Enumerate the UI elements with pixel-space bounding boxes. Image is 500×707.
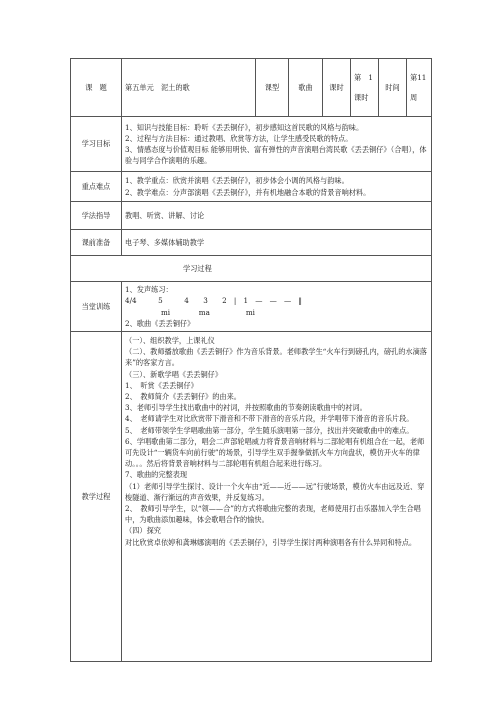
teaching-line: （三）、新歌学唱《丢丢铜仔》: [125, 369, 223, 379]
prep-label: 课前准备: [71, 230, 122, 256]
teaching-line: （四）探究: [125, 526, 161, 536]
keypoints-content: [122, 172, 432, 202]
keypoint-line: 2、教学难点：分声部演唱《丢丢铜仔》，并有机地融合本歌的背景音响材料。: [125, 187, 371, 197]
time-value: [407, 59, 432, 117]
teaching-content: [122, 332, 432, 662]
teaching-row: [71, 332, 432, 662]
goals-row: [71, 117, 432, 172]
keypoint-line: 1、教学重点：欣赏并演唱《丢丢铜仔》，初步体会小调的风格与韵味。: [125, 176, 349, 186]
goal-line: 1、知识与技能目标：聆听《丢丢铜仔》，初步感知这首民歌的风格与韵味。: [125, 122, 364, 132]
lesson-plan-table: [70, 58, 432, 662]
type-value: 歌曲: [289, 59, 323, 117]
hours-value: [351, 59, 379, 117]
goals-content: [122, 117, 432, 172]
teaching-line: 7、歌曲的完整表现: [125, 470, 188, 480]
prep-content: 电子琴、多媒体辅助教学: [122, 230, 432, 256]
training-row: [71, 282, 432, 332]
topic-label: 课 题: [71, 59, 122, 117]
header-row: [71, 59, 432, 117]
goals-label: 学习目标: [71, 117, 122, 172]
teaching-label: 教学过程: [71, 332, 122, 662]
teaching-line: 5、 老师带领学生学唱歌曲第一部分，学生随乐演唱第一部分，找出并突破歌曲中的难点。: [125, 425, 414, 435]
time-label: 时间: [379, 59, 407, 117]
hours-value-a: 第 1: [354, 73, 373, 83]
process-header-row: [71, 256, 432, 282]
training-label: 当堂训练: [71, 282, 122, 332]
process-header: 学习过程: [71, 256, 432, 282]
teaching-line: 4、 老师请学生对比欣赏带下滑音和不带下滑音的音乐片段，并学唱带下滑音的音乐片段。: [125, 414, 414, 424]
keypoints-row: [71, 172, 432, 202]
teaching-line: 1、 听赏《丢丢铜仔》: [125, 380, 198, 390]
teaching-line: 对比欣赏卓依婷和龚琳娜演唱的《丢丢铜仔》，引导学生探讨两种演唱各有什么异同和特点。: [125, 537, 417, 547]
hours-value-b: 课时: [354, 92, 369, 102]
time-value-a: 第11: [410, 73, 427, 83]
type-label: 课型: [256, 59, 289, 117]
teaching-line: 2、 教师引导学生，以“领——合”的方式将歌曲完整的表现，老师使用打击乐器加入学生合唱中，为歌曲添加趣味，体会歌唱合作的愉快。: [125, 504, 421, 525]
score-notes: 4/4 5 4 3 2 | 1 — — — ‖: [125, 296, 303, 306]
training-line: 1、发声练习：: [125, 285, 173, 295]
time-value-b: 周: [410, 92, 418, 102]
goal-line: 2、过程与方法目标：通过教唱、欣赏等方法，让学生感受民歌的特点。: [125, 133, 353, 143]
teaching-line: 2、 教师简介《丢丢铜仔》的由来。: [125, 392, 241, 402]
method-content: 教唱、听赏、讲解、讨论: [122, 202, 432, 230]
hours-label: 课时: [323, 59, 351, 117]
training-content: [122, 282, 432, 332]
teaching-line: （1）老师引导学生探讨、设计一个火车由“近——近——远”行驶场景，模仿火车由远及近、穿梭隧道、渐行渐远的声音效果，并反复练习。: [125, 481, 425, 502]
score-syllables: mi ma mi: [125, 307, 255, 317]
method-label: 学法指导: [71, 202, 122, 230]
teaching-line: 6、学唱歌曲第二部分，唱会二声部轮唱威力将背景音响材料与二部轮唱有机组合在一起，老师可先设计“一辆货车向前行驶”的场景，引导学生双手握拳做抓火车方向盘状，模仿开火车的律动。。。然后将背景音响材料与二部轮唱有机组合起来进行练习。: [125, 436, 425, 469]
training-line: 2、歌曲《丢丢铜仔》: [125, 318, 195, 328]
method-row: [71, 202, 432, 230]
topic-value: 第五单元 泥土的歌: [122, 59, 256, 117]
prep-row: [71, 230, 432, 256]
keypoints-label: 重点难点: [71, 172, 122, 202]
teaching-line: 3、老师引导学生找出歌曲中的衬词，并按照歌曲的节奏朗读歌曲中的衬词。: [125, 403, 367, 413]
teaching-line: （二）、教师播放歌曲《丢丢铜仔》作为音乐背景。老师教学生“火车行到磅孔内，磅孔的水滴落来”的客家方言。: [125, 347, 427, 368]
teaching-line: （一）、组织教学，上课礼仪: [125, 336, 215, 345]
goal-line: 3、情感态度与价值观目标 能够用明快、富有弹性的声音演唱台湾民歌《丢丢铜仔》（合唱），体验与同学合作演唱的乐趣。: [125, 145, 427, 166]
